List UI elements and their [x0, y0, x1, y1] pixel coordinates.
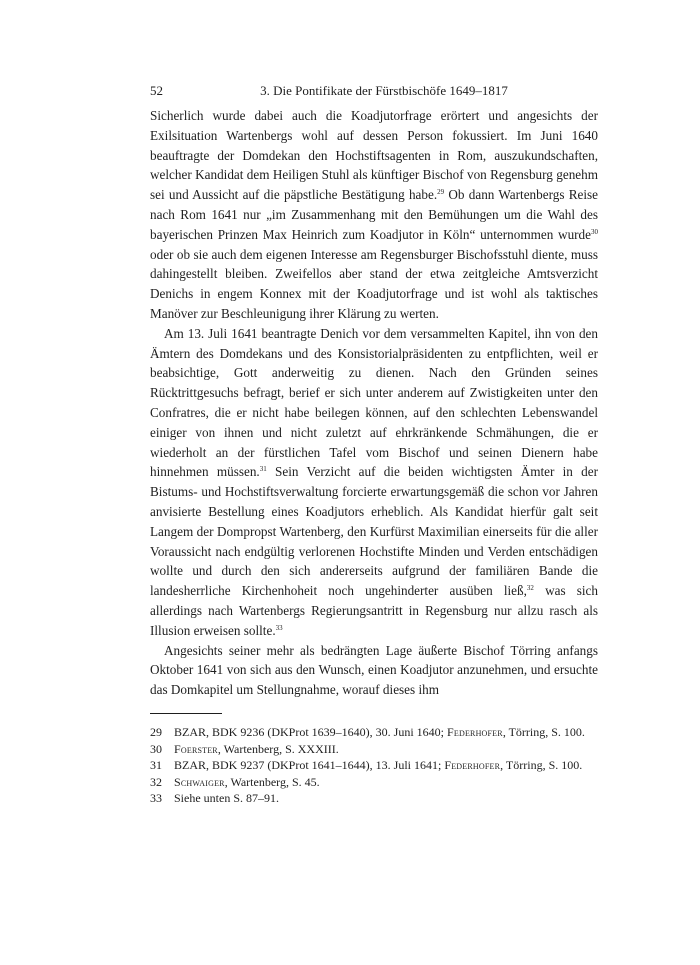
paragraph-3-text-a: Angesichts seiner mehr als bedrängten Lage äußerte Bischof Törring anfangs Oktober 1641 von sich aus den Wunsch, einen Koadjutor anzunehmen, und ersuchte das Domkapitel um Stellungnahme, worauf dieses ihm	[150, 642, 598, 698]
footnote-text	[174, 724, 598, 741]
footnote-number: 33	[150, 791, 162, 806]
paragraph-2-text-c: was sich allerdings nach Wartenbergs Regierungsantritt in Regensburg nur allzu rasch als Illusion erweisen sollte.	[150, 583, 598, 638]
footnote-text-b: , Törring, S. 100.	[502, 724, 585, 739]
footnote-text-b: , Wartenberg, S. 45.	[224, 774, 320, 789]
author-name: Foerster	[174, 741, 218, 756]
footnote-ref-33: 33	[275, 623, 283, 632]
running-title: 3. Die Pontifikate der Fürstbischöfe 1649–1817	[260, 83, 508, 98]
footnotes	[150, 724, 598, 807]
footnote-ref-29: 29	[437, 188, 445, 197]
footnote-ref-30: 30	[591, 227, 598, 236]
page	[150, 82, 598, 807]
paragraph-2	[150, 324, 598, 641]
footnote-text	[174, 774, 598, 791]
footnote-number: 31	[150, 758, 162, 773]
paragraph-2-text-a: Am 13. Juli 1641 beantragte Denich vor dem versammelten Kapitel, ihn von den Ämtern des Domdekans und des Konsistorialpräsidenten zu entpflichten, weil er beabsichtige, Gott anderweitig zu dienen. Nach den Gründen seines Rücktrittgesuchs befragt, berief er sich unter anderem auf Zwistigkeiten unter den Confratres, die er nicht habe beilegen können, auf den schlechten Lebenswandel einiger von ihnen und nicht zuletzt auf ehrkränkende Schmähungen, die er wiederholt an der fürstlichen Tafel vom Bischof und seinen Dienern habe hinnehmen müssen.	[150, 325, 598, 480]
paragraph-2-text-b: Sein Verzicht auf die beiden wichtigsten Ämter in der Bistums- und Hochstiftsverwaltung forcierte erwartungsgemäß die schon vor Jahren anvisierte Bestellung eines Koadjutors erheblich. Als Kandidat hierfür galt seit Langem der Dompropst Wartenberg, den Kurfürst Maximilian einerseits für die aller Voraussicht nach endgültig verlorenen Hochstifte Minden und Verden entschädigen wollte und durch den sich andererseits aufgrund der familiären Bande die landesherrliche Kirchenhoheit noch ungehinderter ausüben ließ,	[150, 464, 598, 599]
footnote-number: 29	[150, 724, 162, 739]
footnote-33	[150, 790, 598, 807]
footnote-separator	[150, 713, 222, 714]
footnote-number: 30	[150, 741, 162, 756]
footnote-text-a: BZAR, BDK 9236 (DKProt 1639–1640), 30. Juni 1640;	[174, 724, 448, 739]
footnote-ref-32: 32	[526, 584, 534, 593]
footnote-32	[150, 774, 598, 791]
footnote-text	[174, 741, 598, 758]
paragraph-1	[150, 106, 598, 324]
footnote-text	[174, 757, 598, 774]
paragraph-1-text-c: oder ob sie auch dem eigenen Interesse am Regensburger Bischofsstuhl diente, muss dahingestellt bleiben. Zweifellos aber stand der etwa zeitgleiche Amtsverzicht Denichs in engem Konnex mit der Koadjutorfrage und ist wohl als taktisches Manöver zur Beschleunigung ihrer Klärung zu werten.	[150, 246, 598, 321]
footnote-text-b: , Törring, S. 100.	[500, 758, 583, 773]
footnote-31	[150, 757, 598, 774]
footnote-text-b: , Wartenberg, S. XXXIII.	[217, 741, 339, 756]
footnote-text-a: Siehe unten S. 87–91.	[174, 791, 279, 806]
author-name: Federhofer	[447, 724, 503, 739]
paragraph-1-text-a: Sicherlich wurde dabei auch die Koadjutorfrage erörtert und angesichts der Exilsituation Wartenbergs wohl auf dessen Person fokussiert. Im Juni 1640 beauftragte der Domdekan den Hochstiftsagenten in Rom, auszukundschaften, welcher Kandidat dem Heiligen Stuhl als künftiger Bischof von Regensburg genehm sei und Aussicht auf die päpstliche Bestätigung habe.	[150, 108, 598, 203]
paragraph-1-text-b: Ob dann Wartenbergs Reise nach Rom 1641 nur „im Zusammenhang mit den Bemühungen um die Wahl des bayerischen Prinzen Max Heinrich zum Koadjutor in Köln“ unternommen wurde	[150, 187, 598, 242]
footnote-text-a: BZAR, BDK 9237 (DKProt 1641–1644), 13. Juli 1641;	[174, 758, 445, 773]
paragraph-3	[150, 641, 598, 700]
body-text	[150, 106, 598, 700]
author-name: Federhofer	[444, 758, 501, 773]
footnote-ref-31: 31	[259, 465, 267, 474]
running-head: 52 3. Die Pontifikate der Fürstbischöfe 1649–1817	[150, 82, 598, 102]
footnote-29	[150, 724, 598, 741]
footnote-number: 32	[150, 774, 162, 789]
footnote-30	[150, 741, 598, 758]
footnote-text	[174, 790, 598, 807]
author-name: Schwaiger	[174, 774, 225, 789]
